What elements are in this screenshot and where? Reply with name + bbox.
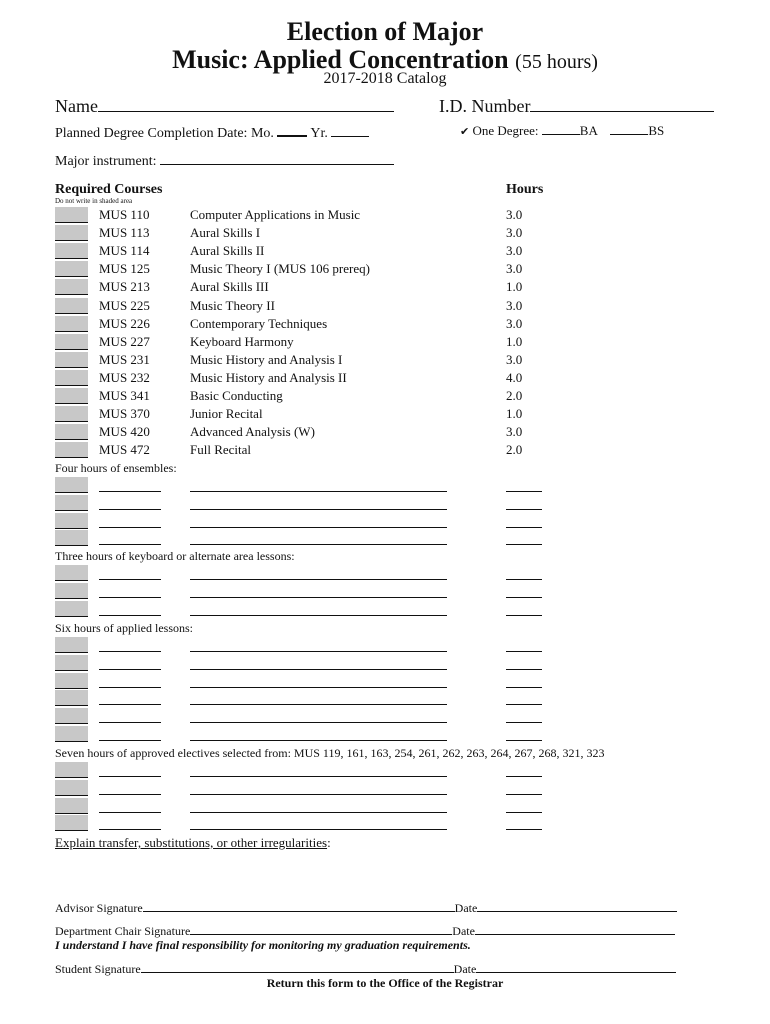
course-hours: 3.0 [506,261,523,276]
month-line[interactable] [277,123,307,137]
course-hours: 3.0 [506,316,523,331]
course-name-line[interactable] [190,669,447,670]
course-hours: 3.0 [506,298,523,313]
course-row [0,316,770,334]
catalog-year: 2017-2018 Catalog [323,70,447,87]
course-name: Aural Skills III [190,279,269,294]
shaded-box [55,673,88,689]
course-code: MUS 232 [99,370,150,385]
one-degree-field[interactable] [460,123,664,139]
hours-line[interactable] [506,544,542,545]
course-name: Music Theory II [190,298,275,313]
course-row [0,207,770,225]
hours-line[interactable] [506,687,542,688]
course-code-line[interactable] [99,579,161,580]
shaded-box [55,495,88,511]
hours-line[interactable] [506,527,542,528]
major-instrument-label: Major instrument: [55,154,157,169]
advisor-date-label: Date [454,901,478,915]
course-row [0,424,770,442]
electives-heading: Seven hours of approved electives selected from: MUS 119, 161, 163, 254, 261, 262, 263, 264, 267, 268, 321, 323 [55,746,605,760]
course-name: Music History and Analysis I [190,352,343,367]
completion-label: Planned Degree Completion Date: Mo. [55,126,274,141]
hours-line[interactable] [506,579,542,580]
ba-label: BA [579,123,598,138]
checkmark-icon: ✔ [460,125,470,138]
course-code: MUS 472 [99,442,150,457]
course-code: MUS 113 [99,225,150,240]
course-name: Junior Recital [190,406,263,421]
course-row [0,406,770,424]
hours-heading: Hours [506,182,544,197]
course-code-line[interactable] [99,527,161,528]
course-row [0,298,770,316]
return-instruction: Return this form to the Office of the Registrar [266,976,504,990]
course-code-line[interactable] [99,687,161,688]
course-code-line[interactable] [99,704,161,705]
ba-line[interactable] [542,123,580,135]
course-hours: 2.0 [506,388,523,403]
shaded-box [55,726,88,742]
advisor-signature-line[interactable] [143,900,455,912]
student-signature-label: Student Signature [55,962,141,976]
course-name: Music History and Analysis II [190,370,347,385]
ensembles-heading: Four hours of ensembles: [55,461,177,475]
applied-heading: Six hours of applied lessons: [55,621,193,635]
shaded-box [55,780,88,796]
subtitle-text: Music: Applied Concentration [172,45,509,74]
course-name: Aural Skills I [190,225,261,240]
course-code-line[interactable] [99,491,161,492]
explain-colon: : [327,835,331,850]
hours-line[interactable] [506,812,542,813]
course-code: MUS 125 [99,261,150,276]
student-date-line[interactable] [476,961,676,973]
shaded-box [55,708,88,724]
course-code-line[interactable] [99,794,161,795]
course-hours: 2.0 [506,442,523,457]
course-row [0,261,770,279]
shaded-box [55,530,88,546]
course-row [0,225,770,243]
course-code: MUS 114 [99,243,150,258]
course-name: Computer Applications in Music [190,207,361,222]
course-name: Music Theory I (MUS 106 prereq) [190,261,370,276]
course-name-line[interactable] [190,722,447,723]
chair-signature-label: Department Chair Signature [55,924,191,938]
course-code-line[interactable] [99,740,161,741]
course-hours: 4.0 [506,370,523,385]
major-instrument-field[interactable] [55,152,394,170]
hours-line[interactable] [506,776,542,777]
course-code-line[interactable] [99,544,161,545]
chair-signature-line[interactable] [190,923,452,935]
course-row [0,334,770,352]
one-degree-label: One Degree: [472,123,539,138]
course-code-line[interactable] [99,776,161,777]
chair-date-line[interactable] [475,923,675,935]
course-hours: 3.0 [506,207,523,222]
advisor-signature-label: Advisor Signature [55,901,143,915]
course-name-line[interactable] [190,615,447,616]
course-name-line[interactable] [190,794,447,795]
course-code: MUS 226 [99,316,150,331]
name-line[interactable] [98,97,394,112]
course-code: MUS 231 [99,352,150,367]
bs-label: BS [648,123,665,138]
course-row [0,370,770,388]
course-code: MUS 225 [99,298,150,313]
shaded-box [55,762,88,778]
course-name-line[interactable] [190,597,447,598]
course-row [0,388,770,406]
hours-line[interactable] [506,491,542,492]
course-row [0,243,770,261]
course-name-line[interactable] [190,704,447,705]
course-hours: 1.0 [506,334,523,349]
hours-line[interactable] [506,722,542,723]
course-code-line[interactable] [99,615,161,616]
course-name: Aural Skills II [190,243,265,258]
keyboard-heading: Three hours of keyboard or alternate area lessons: [55,549,295,563]
student-signature-field[interactable] [55,961,676,977]
shaded-box [55,513,88,529]
course-hours: 1.0 [506,279,523,294]
hours-line[interactable] [506,704,542,705]
course-name-line[interactable] [190,509,447,510]
course-name: Advanced Analysis (W) [190,424,315,439]
major-instrument-line[interactable] [160,152,394,165]
name-field[interactable] [55,96,394,117]
bs-line[interactable] [610,123,648,135]
shaded-box [55,477,88,493]
shaded-box [55,655,88,671]
completion-field[interactable] [55,123,369,142]
hours-line[interactable] [506,669,542,670]
shaded-box [55,583,88,599]
course-name-line[interactable] [190,527,447,528]
hours-line[interactable] [506,615,542,616]
hours-line[interactable] [506,597,542,598]
id-line[interactable] [530,97,714,112]
hours-line[interactable] [506,651,542,652]
course-code: MUS 110 [99,207,150,222]
course-name-line[interactable] [190,740,447,741]
course-name-line[interactable] [190,829,447,830]
chair-signature-field[interactable] [55,923,675,939]
course-code-line[interactable] [99,651,161,652]
student-date-label: Date [453,962,477,976]
advisor-signature-field[interactable] [55,900,677,916]
course-name: Full Recital [190,442,252,457]
shaded-box [55,798,88,814]
shaded-box [55,601,88,617]
course-name-line[interactable] [190,812,447,813]
form-title: Election of Major [286,17,484,46]
course-name-line[interactable] [190,776,447,777]
shaded-box [55,565,88,581]
course-name-line[interactable] [190,491,447,492]
required-courses-heading: Required Courses [55,182,163,197]
course-name: Basic Conducting [190,388,283,403]
course-code-line[interactable] [99,829,161,830]
course-name: Contemporary Techniques [190,316,328,331]
responsibility-statement: I understand I have final responsibility for monitoring my graduation requirements. [55,938,471,952]
course-code: MUS 213 [99,279,150,294]
course-row [0,279,770,297]
subtitle-hours: (55 hours) [515,51,598,73]
course-name-line[interactable] [190,687,447,688]
course-row [0,442,770,460]
shaded-box [55,815,88,831]
chair-date-label: Date [452,924,475,938]
course-name-line[interactable] [190,651,447,652]
course-code-line[interactable] [99,509,161,510]
shaded-box [55,690,88,706]
course-hours: 3.0 [506,243,523,258]
course-code-line[interactable] [99,722,161,723]
shaded-area-note: Do not write in shaded area [55,197,133,205]
hours-line[interactable] [506,509,542,510]
course-name: Keyboard Harmony [190,334,294,349]
course-name-line[interactable] [190,579,447,580]
course-hours: 3.0 [506,225,523,240]
course-hours: 1.0 [506,406,523,421]
course-hours: 3.0 [506,424,523,439]
student-signature-line[interactable] [141,961,454,973]
id-label: I.D. Number [439,96,531,116]
hours-line[interactable] [506,829,542,830]
course-code-line[interactable] [99,597,161,598]
name-label: Name [55,96,98,116]
course-code: MUS 341 [99,388,150,403]
year-line[interactable] [331,124,369,137]
course-code-line[interactable] [99,812,161,813]
hours-line[interactable] [506,740,542,741]
course-code: MUS 227 [99,334,150,349]
shaded-box [55,637,88,653]
explain-label: Explain transfer, substitutions, or other irregularities [55,835,328,850]
explain-field[interactable] [55,835,331,851]
course-hours: 3.0 [506,352,523,367]
course-name-line[interactable] [190,544,447,545]
advisor-date-line[interactable] [477,900,677,912]
course-code: MUS 370 [99,406,150,421]
id-field[interactable] [439,96,714,117]
course-code: MUS 420 [99,424,150,439]
course-code-line[interactable] [99,669,161,670]
yr-label: Yr. [310,126,328,141]
course-row [0,352,770,370]
hours-line[interactable] [506,794,542,795]
